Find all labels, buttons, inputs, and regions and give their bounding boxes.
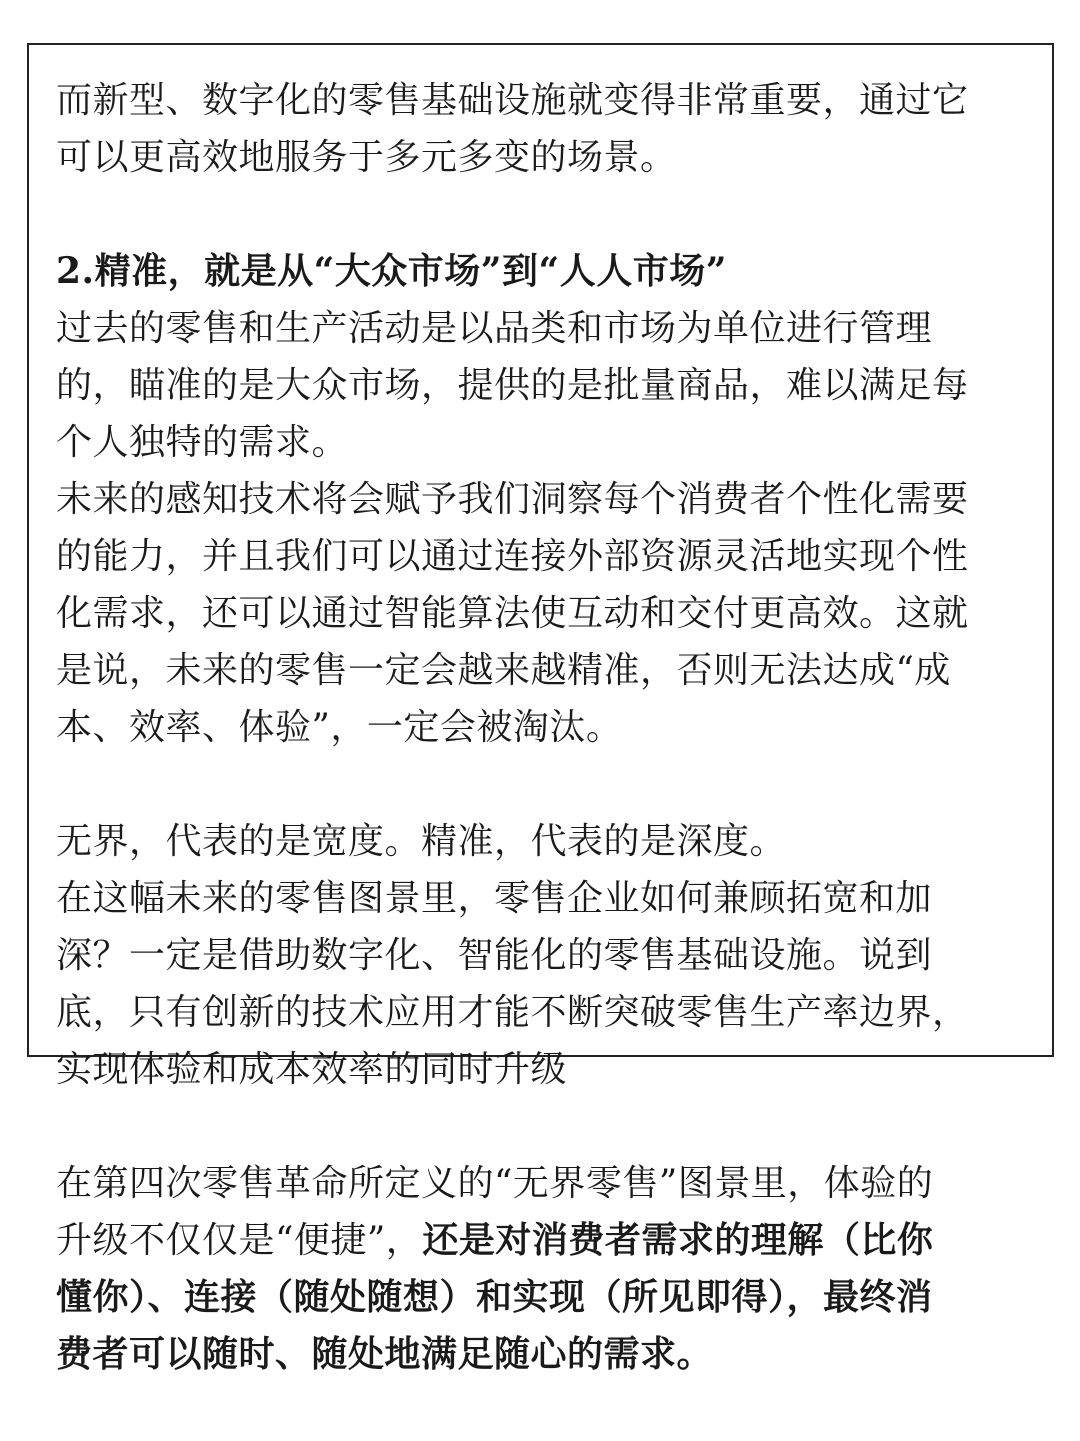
paragraph-block — [56, 243, 1026, 756]
text-line — [56, 414, 1026, 471]
body-text: 过去的零售和生产活动是以品类和市场为单位进行管理 — [56, 308, 933, 349]
bold-text: 懂你）、连接（随处随想）和实现（所见即得），最终消 — [56, 1276, 933, 1318]
bold-text: 还是对消费者需求的理解（比你 — [422, 1219, 934, 1261]
body-text: 而新型、数字化的零售基础设施就变得非常重要，通过它 — [56, 80, 969, 121]
text-line — [56, 357, 1026, 414]
text-line — [56, 642, 1026, 699]
body-text: 深？一定是借助数字化、智能化的零售基础设施。说到 — [56, 935, 933, 976]
text-line — [56, 528, 1026, 585]
text-line — [56, 585, 1026, 642]
paragraph-gap — [56, 1098, 1026, 1155]
text-line — [56, 243, 1026, 300]
paragraph-gap — [56, 756, 1026, 813]
body-text: 可以更高效地服务于多元多变的场景。 — [56, 137, 677, 178]
text-line — [56, 1269, 1026, 1326]
body-text: 化需求，还可以通过智能算法使互动和交付更高效。这就 — [56, 593, 969, 634]
text-line — [56, 870, 1026, 927]
body-text: 升级不仅仅是“便捷”， — [56, 1220, 423, 1261]
paragraph-block — [56, 1155, 1026, 1383]
text-line — [56, 984, 1026, 1041]
text-line — [56, 1212, 1026, 1269]
text-line — [56, 72, 1026, 129]
text-line — [56, 1326, 1026, 1383]
text-line — [56, 927, 1026, 984]
body-text: 实现体验和成本效率的同时升级 — [56, 1049, 568, 1090]
body-text: 在这幅未来的零售图景里，零售企业如何兼顾拓宽和加 — [56, 878, 933, 919]
text-line — [56, 813, 1026, 870]
text-line — [56, 699, 1026, 756]
body-text: 未来的感知技术将会赋予我们洞察每个消费者个性化需要 — [56, 479, 969, 520]
body-text: 本、效率、体验”，一定会被淘汰。 — [56, 707, 623, 748]
text-line — [56, 1155, 1026, 1212]
body-text: 的，瞄准的是大众市场，提供的是批量商品，难以满足每 — [56, 365, 969, 406]
body-text: 是说，未来的零售一定会越来越精准，否则无法达成“成 — [56, 650, 951, 691]
body-text: 个人独特的需求。 — [56, 422, 349, 463]
paragraph-block — [56, 72, 1026, 186]
body-text: 无界，代表的是宽度。精准，代表的是深度。 — [56, 821, 787, 862]
paragraph-gap — [56, 186, 1026, 243]
body-text: 底，只有创新的技术应用才能不断突破零售生产率边界， — [56, 992, 969, 1033]
bold-text: 2.精准，就是从“大众市场”到“人人市场” — [56, 250, 727, 292]
paragraph-block — [56, 813, 1026, 1098]
text-line — [56, 300, 1026, 357]
body-text: 在第四次零售革命所定义的“无界零售”图景里，体验的 — [56, 1163, 934, 1204]
article-body — [56, 72, 1026, 1383]
text-line — [56, 471, 1026, 528]
body-text: 的能力，并且我们可以通过连接外部资源灵活地实现个性 — [56, 536, 969, 577]
text-line — [56, 1041, 1026, 1098]
bold-text: 费者可以随时、随处地满足随心的需求。 — [56, 1333, 714, 1375]
text-line — [56, 129, 1026, 186]
